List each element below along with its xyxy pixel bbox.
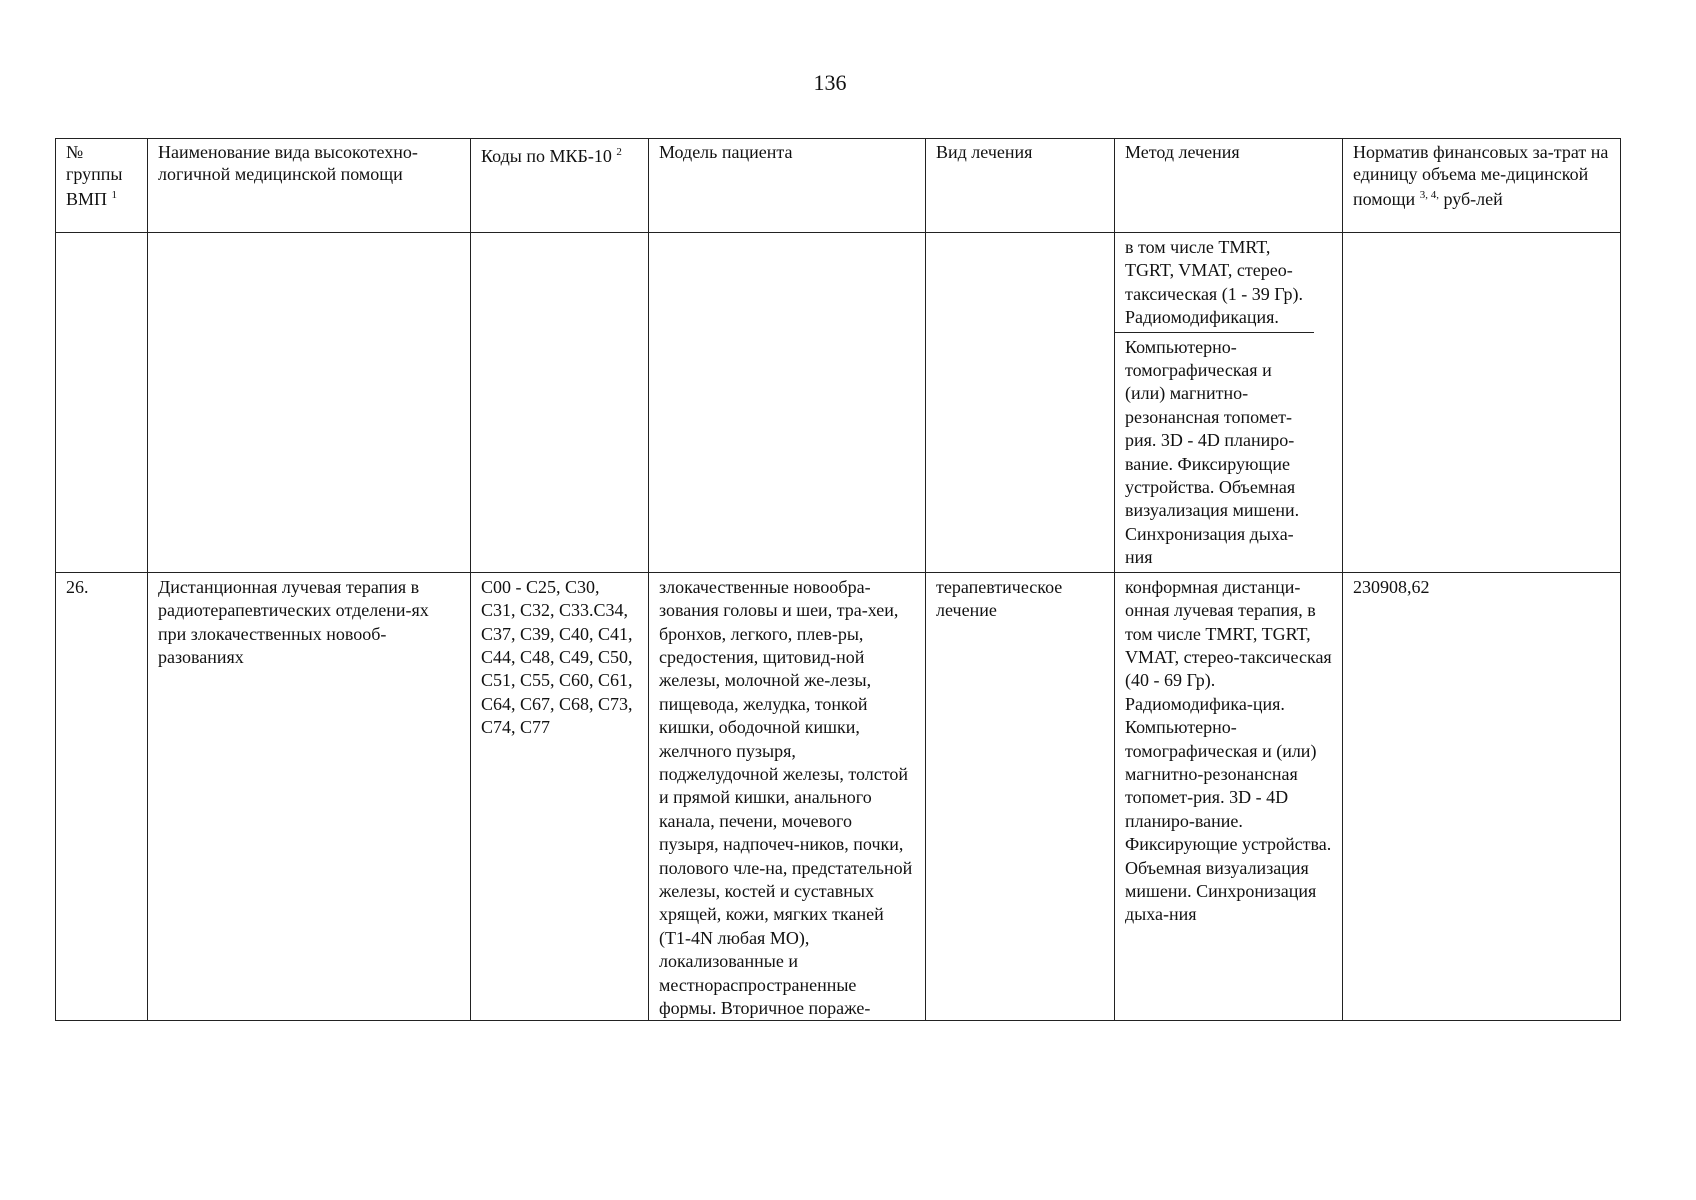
codes-cell: C00 - C25, C30, C31, C32, C33.C34, C37, C39, C40, C41, C44, C48, C49, C50, C51, C55, C60, C61, C64, C67, C68, C73, C74, C77 [471,572,649,1021]
table-cell [56,233,148,573]
footnote-1: 1 [111,189,118,201]
table-cell [1343,233,1621,573]
treatment-type-cell: терапевтическое лечение [926,572,1115,1021]
group-no-cell: 26. [56,572,148,1021]
norm-cell: 230908,62 [1343,572,1621,1021]
treatment-method-cell: конформная дистанци-онная лучевая терапия, в том числе TMRT, TGRT, VMAT, стерео-таксическая (40 - 69 Гр). Радиомодифика-ция. Компьютерно-томографическая и (или) магнитно-резонансная топомет-рия. 3D - 4D планиро-вание. Фиксирующие устройства. Объемная визуализация мишени. Синхронизация дыха-ния [1115,572,1343,1021]
table-cell [926,233,1115,573]
table-cell [471,233,649,573]
table-row-continuation [56,233,1621,573]
header-treatment-type: Вид лечения [926,139,1115,233]
header-codes: Коды по МКБ-10 $^2$ [471,139,649,233]
header-name: Наименование вида высокотехно-логичной медицинской помощи [148,139,471,233]
table-cell [649,233,926,573]
vmp-table [55,138,1621,1021]
header-group-no: № группы ВМП $^1$ [56,139,148,233]
header-norm: Норматив финансовых за-трат на единицу объема ме-дицинской помощи $^{3, 4,}$ руб-лей [1343,139,1621,233]
page-number: 136 [813,70,847,95]
header-patient-model: Модель пациента [649,139,926,233]
table-cell [148,233,471,573]
method-part-2: Компьютерно-томографическая и (или) магнитно-резонансная топомет-рия. 3D - 4D планиро-вание. Фиксирующие устройства. Объемная визуализация мишени. Синхронизация дыха-ния [1125,336,1300,568]
method-part-1: в том числе TMRT, TGRT, VMAT, стерео-таксическая (1 - 39 Гр). Радиомодификация. [1115,233,1314,333]
table-row-26 [56,572,1621,1021]
patient-model-cell: злокачественные новообра-зования головы и шеи, тра-хеи, бронхов, легкого, плев-ры, средостения, щитовид-ной железы, молочной же-лезы, пищевода, желудка, тонкой кишки, ободочной кишки, желчного пузыря, поджелудочной железы, толстой и прямой кишки, анального канала, печени, мочевого пузыря, надпочеч-ников, почки, полового чле-на, предстательной железы, костей и суставных хрящей, кожи, мягких тканей (T1-4N любая MO), локализованные и местнораспространенные формы. Вторичное пораже- [649,572,926,1021]
header-treatment-method: Метод лечения [1115,139,1343,233]
footnote-3-4: 3, 4, [1419,189,1439,201]
name-cell: Дистанционная лучевая терапия в радиотерапевтических отделени-ях при злокачественных новооб-разованиях [148,572,471,1021]
footnote-2: 2 [616,146,622,158]
method-cell-continuation [1115,233,1343,573]
table-header-row [56,139,1621,233]
